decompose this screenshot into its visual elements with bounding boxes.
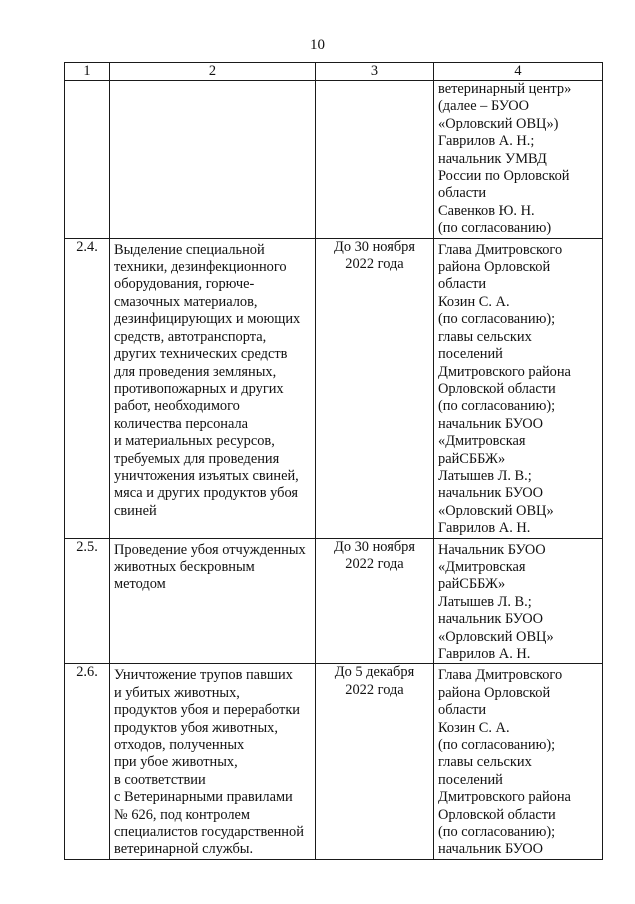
responsible-line: «Орловский ОВЦ» [438, 502, 554, 519]
deadline-cell [316, 664, 434, 860]
action-line: отходов, полученных [114, 737, 245, 754]
responsible-line: района Орловской [438, 684, 551, 701]
action-cell [110, 538, 316, 664]
responsible-cell [434, 238, 603, 538]
column-header-responsible: 4 [434, 63, 603, 81]
responsible-line: Латышев Л. В.; [438, 467, 532, 484]
responsible-line: Орловской области [438, 380, 556, 397]
action-line: с Ветеринарными правилами [114, 789, 293, 806]
action-cell [110, 664, 316, 860]
responsible-line: начальник БУОО [438, 415, 544, 432]
measures-table [64, 62, 603, 860]
page-number: 10 [310, 37, 325, 53]
action-cell [110, 81, 316, 239]
responsible-line: (по согласованию); [438, 824, 556, 841]
responsible-line: «Орловский ОВЦ» [438, 628, 554, 645]
responsible-line: (по согласованию) [438, 220, 552, 237]
responsible-line: Латышев Л. В.; [438, 593, 532, 610]
row-number-cell [65, 81, 110, 239]
responsible-line: Глава Дмитровского [438, 241, 563, 258]
responsible-line: «Орловский ОВЦ») [438, 115, 559, 132]
action-line: Проведение убоя отчужденных [114, 541, 306, 558]
responsible-line: начальник БУОО [438, 841, 544, 858]
responsible-line: Дмитровского района [438, 363, 571, 380]
deadline-line: 2022 года [345, 555, 404, 572]
action-line: требуемых для проведения [114, 450, 280, 467]
deadline-cell [316, 238, 434, 538]
responsible-line: «Дмитровская [438, 558, 526, 575]
responsible-line: (по согласованию); [438, 737, 556, 754]
action-line: в соответствии [114, 771, 206, 788]
responsible-line: главы сельских [438, 328, 532, 345]
responsible-cell [434, 81, 603, 239]
responsible-line: «Дмитровская [438, 433, 526, 450]
action-line: продуктов убоя и переработки [114, 702, 301, 719]
responsible-line: ветеринарный центр» [438, 81, 572, 97]
action-line: и убитых животных, [114, 684, 240, 701]
action-line: дезинфицирующих и моющих [114, 311, 301, 328]
action-line: оборудования, горюче- [114, 276, 255, 293]
deadline-line: До 5 декабря [334, 664, 415, 681]
row-number-cell: 2.5. [65, 538, 110, 664]
table-row [65, 81, 603, 239]
responsible-line: области [438, 702, 487, 719]
action-line: свиней [114, 502, 157, 519]
action-line: мяса и других продуктов убоя [114, 485, 299, 502]
column-header-number: 1 [65, 63, 110, 81]
table-row [65, 538, 603, 664]
responsible-line: России по Орловской [438, 168, 570, 185]
responsible-line: (по согласованию); [438, 398, 556, 415]
action-line: и материальных ресурсов, [114, 433, 275, 450]
deadline-cell [316, 81, 434, 239]
action-line: противопожарных и других [114, 380, 284, 397]
column-header-action: 2 [110, 63, 316, 81]
action-line: других технических средств [114, 346, 288, 363]
deadline-line: До 30 ноября [334, 238, 415, 255]
action-line: методом [114, 576, 166, 593]
responsible-line: начальник УМВД [438, 150, 547, 167]
action-line: техники, дезинфекционного [114, 259, 287, 276]
responsible-line: Гаврилов А. Н. [438, 520, 531, 537]
action-line: № 626, под контролем [114, 806, 251, 823]
action-cell [110, 238, 316, 538]
action-line: Выделение специальной [114, 241, 265, 258]
action-line: количества персонала [114, 415, 249, 432]
action-line: ветеринарной службы. [114, 841, 254, 858]
responsible-line: (далее – БУОО [438, 98, 529, 115]
action-line: животных бескровным [114, 558, 255, 575]
responsible-line: района Орловской [438, 259, 551, 276]
responsible-cell [434, 538, 603, 664]
action-line: уничтожения изъятых свиней, [114, 467, 299, 484]
responsible-line: райСББЖ» [438, 450, 506, 467]
responsible-line: Орловской области [438, 806, 556, 823]
responsible-line: области [438, 185, 487, 202]
responsible-line: Гаврилов А. Н. [438, 646, 531, 662]
responsible-line: поселений [438, 771, 503, 788]
responsible-line: главы сельских [438, 754, 532, 771]
table-row [65, 664, 603, 860]
responsible-line: начальник БУОО [438, 485, 544, 502]
action-line: специалистов государственной [114, 824, 304, 841]
responsible-line: Начальник БУОО [438, 541, 546, 558]
deadline-line: 2022 года [345, 256, 404, 273]
column-header-deadline: 3 [316, 63, 434, 81]
responsible-cell [434, 664, 603, 860]
deadline-line: 2022 года [345, 681, 404, 698]
row-number-cell: 2.6. [65, 664, 110, 860]
action-line: смазочных материалов, [114, 293, 258, 310]
responsible-line: Глава Дмитровского [438, 667, 563, 684]
responsible-line: начальник БУОО [438, 611, 544, 628]
action-line: продуктов убоя животных, [114, 719, 278, 736]
responsible-line: Гаврилов А. Н.; [438, 133, 535, 150]
responsible-line: Савенков Ю. Н. [438, 202, 535, 219]
table-row [65, 238, 603, 538]
responsible-line: Козин С. А. [438, 719, 510, 736]
responsible-line: райСББЖ» [438, 576, 506, 593]
action-line: для проведения земляных, [114, 363, 277, 380]
action-line: средств, автотранспорта, [114, 328, 267, 345]
table-header-row [65, 63, 603, 81]
responsible-line: (по согласованию); [438, 311, 556, 328]
deadline-line: До 30 ноября [334, 538, 415, 555]
responsible-line: области [438, 276, 487, 293]
responsible-line: Дмитровского района [438, 789, 571, 806]
responsible-line: Козин С. А. [438, 293, 510, 310]
row-number-cell: 2.4. [65, 238, 110, 538]
deadline-cell [316, 538, 434, 664]
responsible-line: поселений [438, 346, 503, 363]
action-line: при убое животных, [114, 754, 238, 771]
action-line: работ, необходимого [114, 398, 240, 415]
action-line: Уничтожение трупов павших [114, 667, 293, 684]
